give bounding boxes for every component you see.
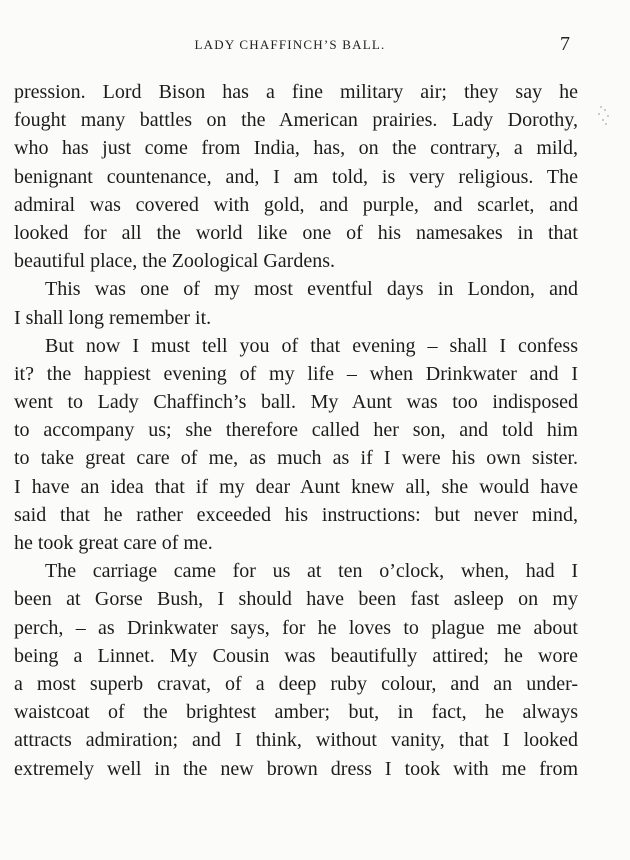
text-line: been at Gorse Bush, I should have been fast asleep on my xyxy=(14,588,578,611)
text-line: extremely well in the new brown dress I took with me from xyxy=(14,757,578,780)
text-line: This was one of my most eventful days in London, and xyxy=(45,278,578,301)
text-line: I have an idea that if my dear Aunt knew all, she would have xyxy=(14,475,578,498)
text-line: who has just come from India, has, on the contrary, a mild, xyxy=(14,137,578,160)
text-line: attracts admiration; and I think, without vanity, that I looked xyxy=(14,729,578,752)
scan-speck xyxy=(595,102,613,128)
text-line: admiral was covered with gold, and purple, and scarlet, and xyxy=(14,193,578,216)
text-line: said that he rather exceeded his instructions: but never mind, xyxy=(14,503,578,526)
text-line: looked for all the world like one of his namesakes in that xyxy=(14,221,578,244)
page-number: 7 xyxy=(560,33,570,55)
text-line: pression. Lord Bison has a fine military air; they say he xyxy=(14,81,578,103)
text-line: a most superb cravat, of a deep ruby colour, and an under- xyxy=(14,672,578,695)
text-line: it? the happiest evening of my life – when Drinkwater and I xyxy=(14,362,578,385)
running-title: LADY CHAFFINCH’S BALL. xyxy=(194,37,386,52)
text-line: beautiful place, the Zoological Gardens. xyxy=(14,250,335,273)
text-line: waistcoat of the brightest amber; but, in fact, he always xyxy=(14,701,578,724)
text-line: I shall long remember it. xyxy=(14,306,212,329)
text-line: But now I must tell you of that evening – shall I confess xyxy=(45,334,578,357)
text-line: perch, – as Drinkwater says, for he loves to plague me about xyxy=(14,616,578,639)
text-line: to take great care of me, as much as if I were his own sister. xyxy=(14,447,578,470)
text-line: he took great care of me. xyxy=(14,532,213,554)
body-text xyxy=(14,78,578,783)
text-line: to accompany us; she therefore called her son, and told him xyxy=(14,419,578,442)
text-line: fought many battles on the American prairies. Lady Dorothy, xyxy=(14,109,578,132)
text-line: went to Lady Chaffinch’s ball. My Aunt was too indisposed xyxy=(14,391,578,414)
text-line: benignant countenance, and, I am told, is very religious. The xyxy=(14,165,578,188)
text-line: The carriage came for us at ten o’clock, when, had I xyxy=(45,560,578,583)
text-line: being a Linnet. My Cousin was beautifully attired; he wore xyxy=(14,644,578,667)
